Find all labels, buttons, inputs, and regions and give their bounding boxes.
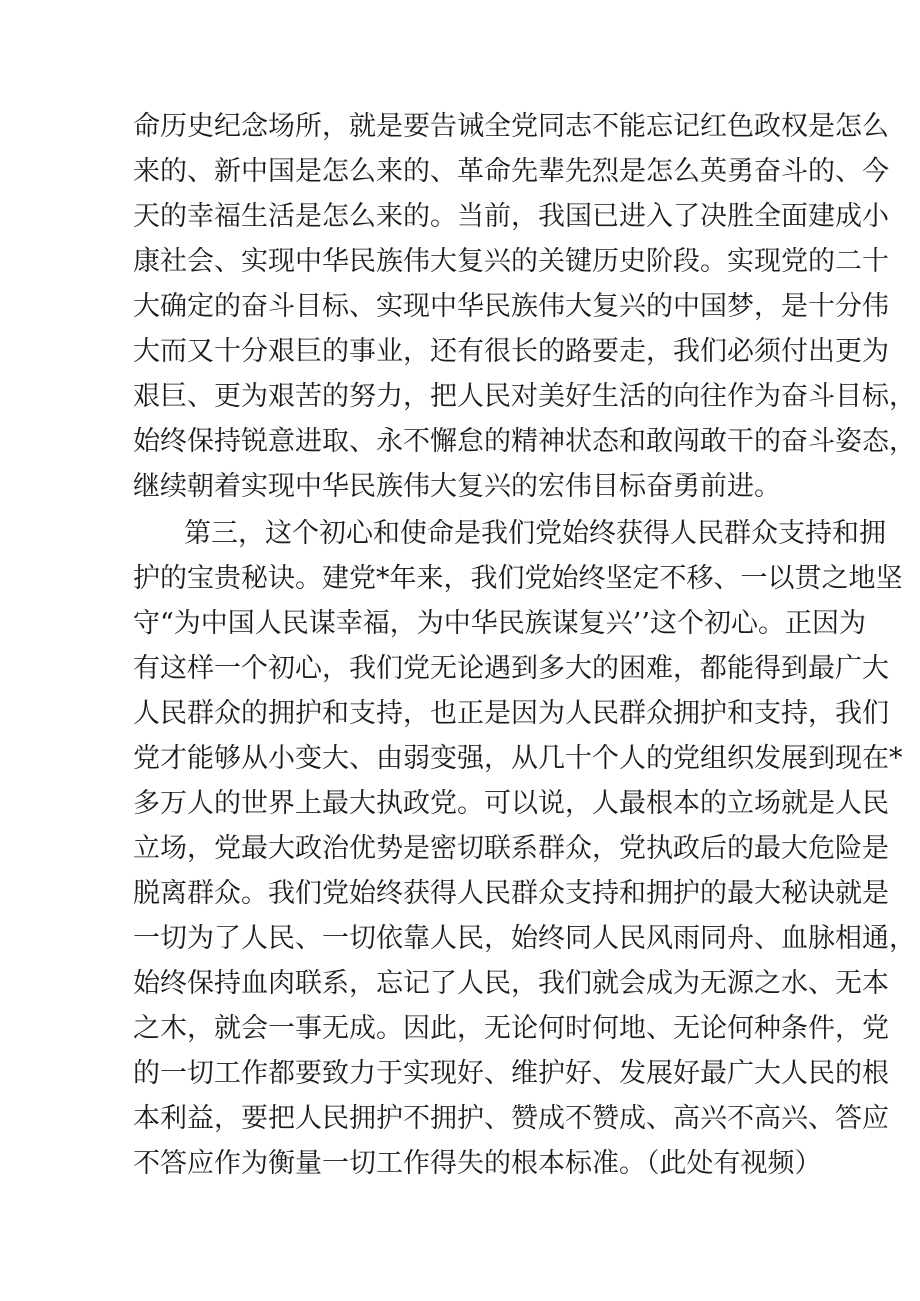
text-line: 不答应作为衡量一切工作得失的根本标准。（此处有视频） xyxy=(133,1148,822,1179)
text-line: 人民群众的拥护和支持，也正是因为人民群众拥护和支持，我们 xyxy=(133,698,889,729)
text-line: 大确定的奋斗目标、实现中华民族伟大复兴的中国梦，是十分伟 xyxy=(133,291,889,322)
text-line: 来的、新中国是怎么来的、革命先辈先烈是怎么英勇奋斗的、今 xyxy=(133,156,889,187)
text-line: 艰巨、更为艰苦的努力，把人民对美好生活的向往作为奋斗目标， xyxy=(133,381,916,412)
text-line: 康社会、实现中华民族伟大复兴的关键历史阶段。实现党的二十 xyxy=(133,246,889,277)
text-line: 有这样一个初心，我们党无论遇到多大的困难，都能得到最广大 xyxy=(133,653,889,684)
text-line: 之木，就会一事无成。因此，无论何时何地、无论何种条件，党 xyxy=(133,1013,889,1044)
body-text xyxy=(133,104,916,1186)
text-line: 始终保持锐意进取、永不懈怠的精神状态和敢闯敢干的奋斗姿态， xyxy=(133,426,916,457)
text-line: 本利益，要把人民拥护不拥护、赞成不赞成、高兴不高兴、答应 xyxy=(133,1103,889,1134)
text-line: 脱离群众。我们党始终获得人民群众支持和拥护的最大秘诀就是 xyxy=(133,878,889,909)
text-line: 守“为中国人民谋幸福，为中华民族谋复兴’’这个初心。正因为 xyxy=(133,608,866,639)
text-line: 始终保持血肉联系，忘记了人民，我们就会成为无源之水、无本 xyxy=(133,968,889,999)
paragraph-first-line: 第三，这个初心和使命是我们党始终获得人民群众支持和拥 xyxy=(184,518,886,549)
text-line: 多万人的世界上最大执政党。可以说，人最根本的立场就是人民 xyxy=(133,788,889,819)
text-line: 命历史纪念场所，就是要告诫全党同志不能忘记红色政权是怎么 xyxy=(133,111,889,142)
text-line: 一切为了人民、一切依靠人民，始终同人民风雨同舟、血脉相通， xyxy=(133,923,916,954)
text-line: 的一切工作都要致力于实现好、维护好、发展好最广大人民的根 xyxy=(133,1058,889,1089)
text-line: 天的幸福生活是怎么来的。当前，我国已进入了决胜全面建成小 xyxy=(133,201,889,232)
text-line: 党才能够从小变大、由弱变强，从几十个人的党组织发展到现在* xyxy=(133,743,903,774)
text-line: 继续朝着实现中华民族伟大复兴的宏伟目标奋勇前进。 xyxy=(133,471,781,502)
text-line: 立场，党最大政治优势是密切联系群众，党执政后的最大危险是 xyxy=(133,833,889,864)
text-line: 护的宝贵秘诀。建党*年来，我们党始终坚定不移、一以贯之地坚 xyxy=(133,563,903,594)
text-line: 大而又十分艰巨的事业，还有很长的路要走，我们必须付出更为 xyxy=(133,336,889,367)
